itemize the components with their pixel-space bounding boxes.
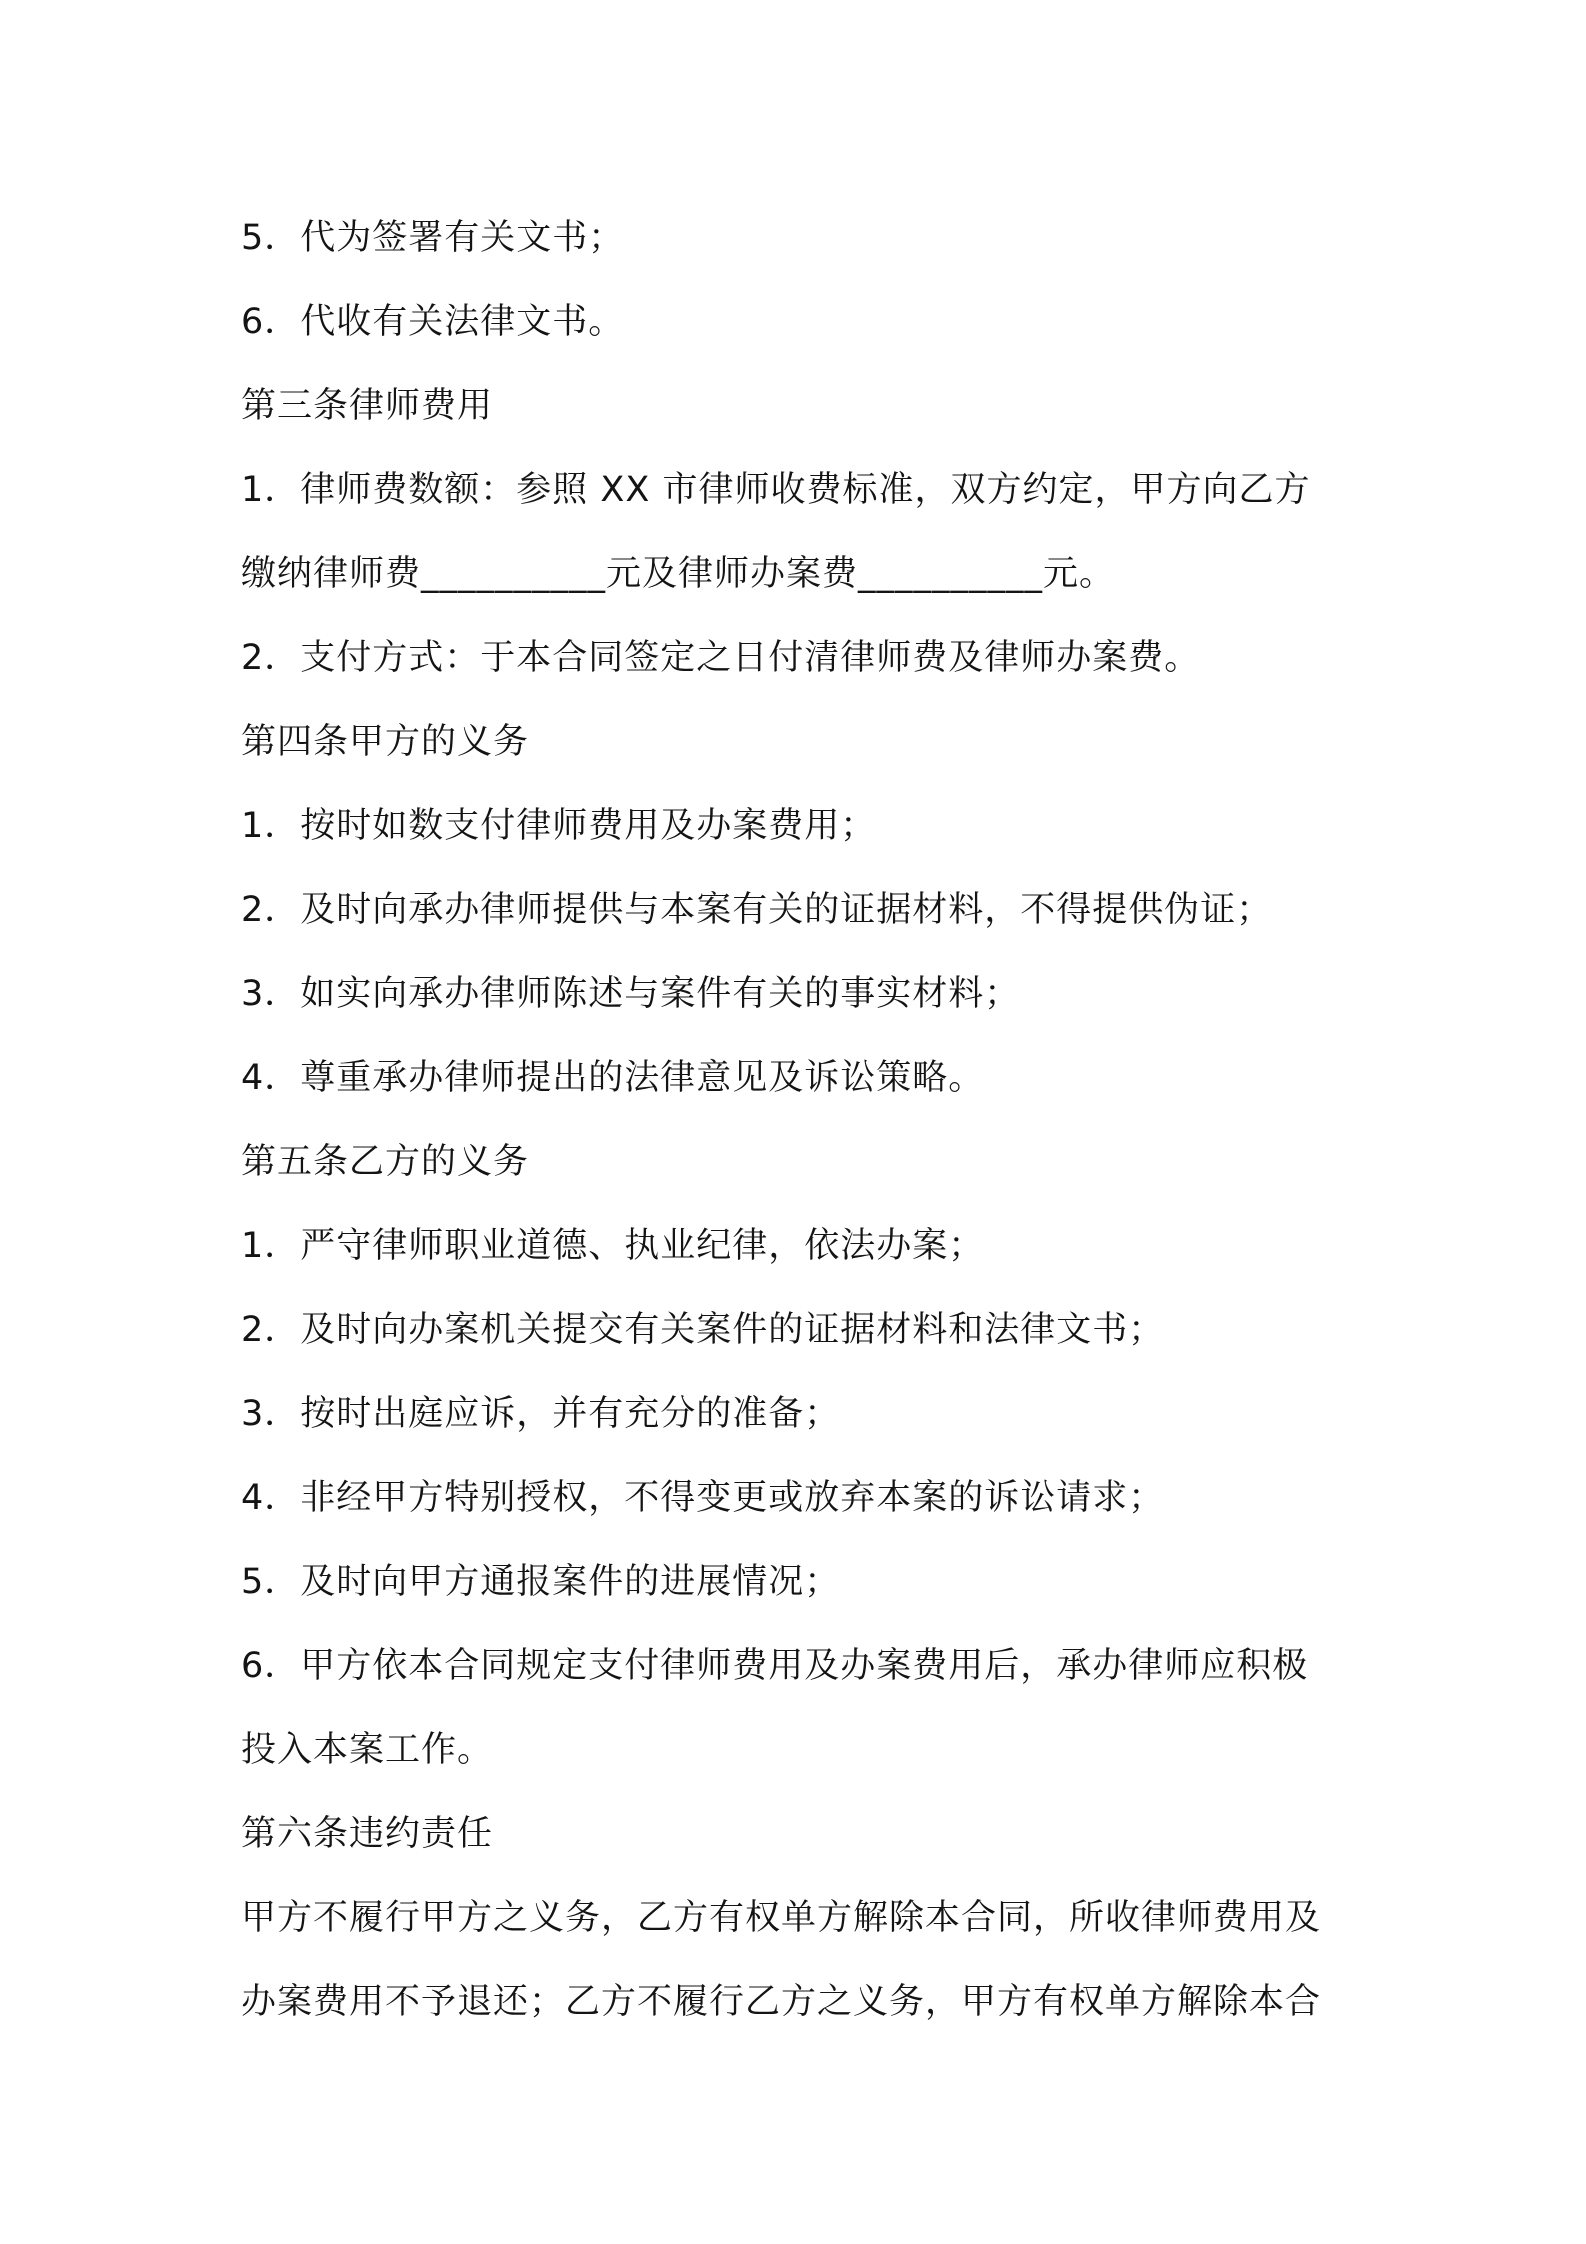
party-b-duty-4: 4．非经甲方特别授权，不得变更或放弃本案的诉讼请求； <box>241 1478 1165 1518</box>
article-4-heading: 第四条甲方的义务 <box>241 722 530 762</box>
breach-paragraph-line-2: 办案费用不予退还；乙方不履行乙方之义务，甲方有权单方解除本合 <box>241 1982 1322 2022</box>
clause-item-5-sign-documents: 5．代为签署有关文书； <box>241 218 625 258</box>
party-a-duty-1: 1．按时如数支付律师费用及办案费用； <box>241 806 877 846</box>
fee-amount-line-2: 缴纳律师费__________元及律师办案费__________元。 <box>241 554 1116 594</box>
party-b-duty-6-line-2: 投入本案工作。 <box>241 1730 494 1770</box>
clause-item-6-receive-documents: 6．代收有关法律文书。 <box>241 302 625 342</box>
party-a-duty-3: 3．如实向承办律师陈述与案件有关的事实材料； <box>241 974 1021 1014</box>
document-body <box>241 196 1361 2044</box>
article-5-heading: 第五条乙方的义务 <box>241 1142 530 1182</box>
party-b-duty-6-line-1: 6．甲方依本合同规定支付律师费用及办案费用后，承办律师应积极 <box>241 1646 1309 1686</box>
party-b-duty-5: 5．及时向甲方通报案件的进展情况； <box>241 1562 841 1602</box>
article-6-heading: 第六条违约责任 <box>241 1814 494 1854</box>
party-a-duty-4: 4．尊重承办律师提出的法律意见及诉讼策略。 <box>241 1058 985 1098</box>
breach-paragraph-line-1: 甲方不履行甲方之义务，乙方有权单方解除本合同，所收律师费用及 <box>241 1898 1322 1938</box>
payment-method: 2．支付方式：于本合同签定之日付清律师费及律师办案费。 <box>241 638 1201 678</box>
fee-amount-line-1: 1．律师费数额：参照 XX 市律师收费标准，双方约定，甲方向乙方 <box>241 470 1311 510</box>
party-a-duty-2: 2．及时向承办律师提供与本案有关的证据材料，不得提供伪证； <box>241 890 1273 930</box>
party-b-duty-3: 3．按时出庭应诉，并有充分的准备； <box>241 1394 841 1434</box>
article-3-heading: 第三条律师费用 <box>241 386 494 426</box>
party-b-duty-1: 1．严守律师职业道德、执业纪律，依法办案； <box>241 1226 985 1266</box>
party-b-duty-2: 2．及时向办案机关提交有关案件的证据材料和法律文书； <box>241 1310 1165 1350</box>
